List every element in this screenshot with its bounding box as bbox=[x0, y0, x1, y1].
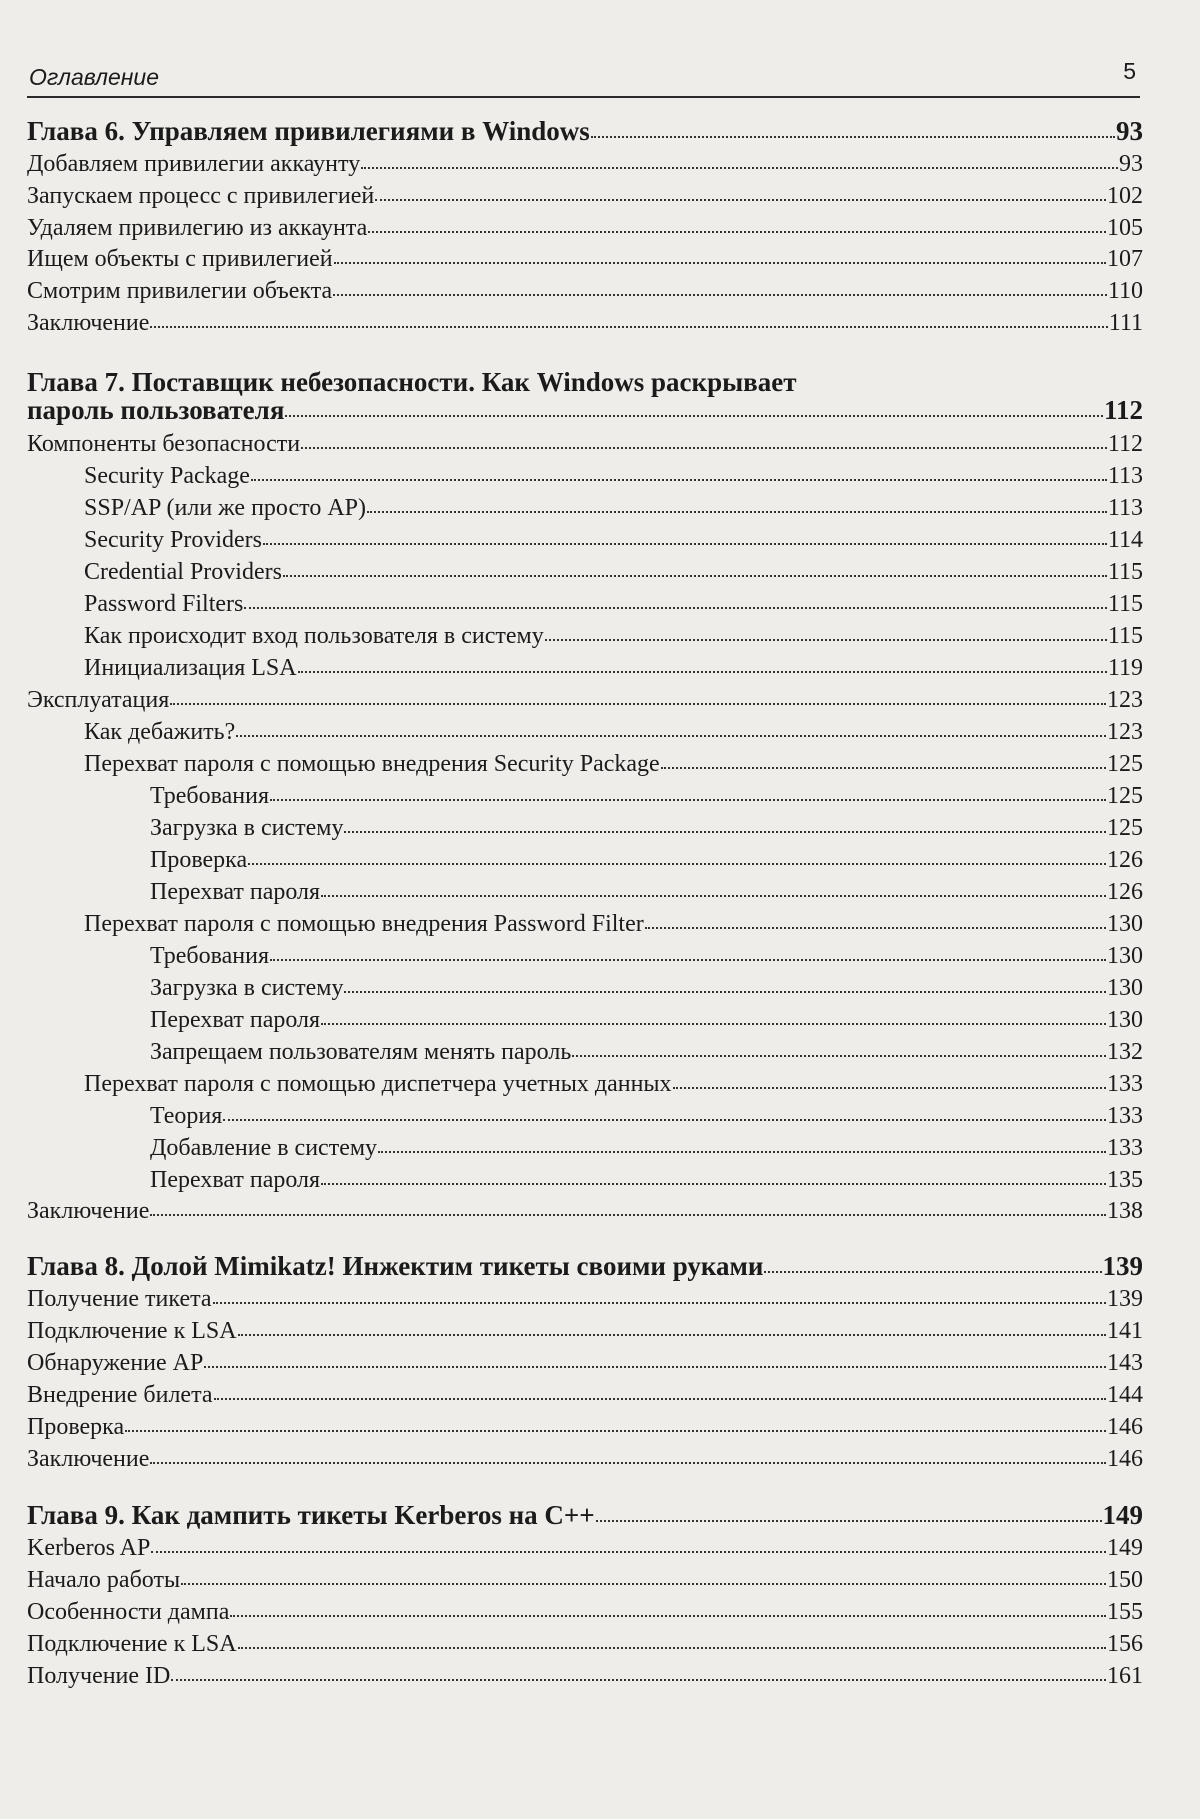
toc-entry-page: 93 bbox=[1116, 116, 1143, 146]
dot-leader bbox=[321, 895, 1106, 897]
toc-entry-page: 123 bbox=[1107, 719, 1143, 745]
toc-entry-title: Загрузка в систему bbox=[150, 975, 344, 1001]
toc-entry-page: 139 bbox=[1107, 1286, 1143, 1312]
toc-entry bbox=[150, 943, 1143, 970]
toc-entry bbox=[27, 278, 1143, 305]
toc-entry-page: 126 bbox=[1107, 879, 1143, 905]
dot-leader bbox=[301, 447, 1107, 449]
dot-leader bbox=[285, 415, 1103, 417]
toc-entry-page: 132 bbox=[1107, 1039, 1143, 1065]
toc-entry bbox=[84, 559, 1143, 586]
toc-entry-page: 161 bbox=[1107, 1663, 1143, 1689]
dot-leader bbox=[596, 1520, 1102, 1522]
toc-entry-title: Security Providers bbox=[84, 527, 262, 553]
toc-entry-page: 102 bbox=[1107, 183, 1143, 209]
toc-entry-title: SSP/AP (или же просто AP) bbox=[84, 495, 367, 521]
toc-entry-page: 135 bbox=[1107, 1167, 1143, 1193]
dot-leader bbox=[150, 1214, 1106, 1216]
toc-entry-title: Security Package bbox=[84, 463, 250, 489]
toc-chapter-entry bbox=[27, 116, 1143, 147]
toc-entry-page: 133 bbox=[1107, 1103, 1143, 1129]
dot-leader bbox=[181, 1583, 1106, 1585]
toc-entry-title: Требования bbox=[150, 943, 270, 969]
toc-entry-title: Перехват пароля с помощью внедрения Password Filter bbox=[84, 911, 644, 937]
dot-leader bbox=[673, 1087, 1106, 1089]
dot-leader bbox=[375, 199, 1106, 201]
toc-entry-title: Подключение к LSA bbox=[27, 1631, 237, 1657]
toc-entry bbox=[27, 687, 1143, 714]
toc-entry bbox=[84, 719, 1143, 746]
dot-leader bbox=[170, 703, 1106, 705]
toc-entry-page: 113 bbox=[1107, 463, 1143, 489]
toc-entry bbox=[84, 751, 1143, 778]
toc-entry-page: 146 bbox=[1107, 1446, 1143, 1472]
toc-entry bbox=[27, 1382, 1143, 1409]
toc-entry-title: Внедрение билета bbox=[27, 1382, 213, 1408]
toc-entry bbox=[150, 975, 1143, 1002]
toc-entry-page: 112 bbox=[1103, 395, 1143, 425]
toc-entry bbox=[27, 1631, 1143, 1658]
toc-entry-title: Глава 9. Как дампить тикеты Kerberos на С++ bbox=[27, 1500, 595, 1530]
dot-leader bbox=[270, 799, 1106, 801]
toc-entry-page: 114 bbox=[1107, 527, 1143, 553]
toc-entry bbox=[84, 655, 1143, 682]
toc-entry-title: Глава 6. Управляем привилегиями в Windows bbox=[27, 116, 590, 146]
toc-entry bbox=[27, 1535, 1143, 1562]
toc-entry-page: 115 bbox=[1107, 559, 1143, 585]
toc-chapter-entry bbox=[27, 1500, 1143, 1531]
dot-leader bbox=[344, 831, 1106, 833]
toc-entry-title: Запускаем процесс с привилегией bbox=[27, 183, 375, 209]
toc-entry-title: Теория bbox=[150, 1103, 223, 1129]
dot-leader bbox=[150, 326, 1107, 328]
dot-leader bbox=[321, 1183, 1106, 1185]
toc-entry-page: 139 bbox=[1102, 1251, 1143, 1281]
dot-leader bbox=[244, 607, 1107, 609]
dot-leader bbox=[368, 231, 1106, 233]
dot-leader bbox=[334, 262, 1106, 264]
toc-entry-title: Ищем объекты с привилегией bbox=[27, 246, 333, 272]
toc-entry-title: Загрузка в систему bbox=[150, 815, 344, 841]
toc-entry-title: Обнаружение AP bbox=[27, 1350, 204, 1376]
toc-entry bbox=[27, 215, 1143, 242]
toc-chapter-entry bbox=[27, 395, 1143, 426]
toc-entry-page: 107 bbox=[1107, 246, 1143, 272]
toc-entry-page: 125 bbox=[1107, 751, 1143, 777]
toc-entry-title: Заключение bbox=[27, 1446, 150, 1472]
toc-entry-page: 123 bbox=[1107, 687, 1143, 713]
toc-entry-title: Требования bbox=[150, 783, 270, 809]
dot-leader bbox=[248, 863, 1106, 865]
dot-leader bbox=[238, 1334, 1106, 1336]
dot-leader bbox=[230, 1615, 1106, 1617]
toc-entry-title: Проверка bbox=[27, 1414, 125, 1440]
dot-leader bbox=[150, 1462, 1106, 1464]
dot-leader bbox=[236, 735, 1106, 737]
dot-leader bbox=[214, 1398, 1106, 1400]
toc-entry-title: Удаляем привилегию из аккаунта bbox=[27, 215, 368, 241]
running-title: Оглавление bbox=[29, 64, 159, 90]
dot-leader bbox=[204, 1366, 1106, 1368]
toc-entry bbox=[150, 1039, 1143, 1066]
toc-entry-title: Заключение bbox=[27, 310, 150, 336]
toc-entry-title: Получение ID bbox=[27, 1663, 171, 1689]
toc-entry-page: 93 bbox=[1119, 151, 1143, 177]
toc-entry-page: 126 bbox=[1107, 847, 1143, 873]
toc-entry-page: 125 bbox=[1107, 815, 1143, 841]
toc-entry bbox=[27, 1663, 1143, 1690]
dot-leader bbox=[367, 511, 1107, 513]
dot-leader bbox=[238, 1647, 1106, 1649]
toc-entry bbox=[27, 1198, 1143, 1225]
dot-leader bbox=[572, 1055, 1106, 1057]
dot-leader bbox=[283, 575, 1107, 577]
toc-entry-page: 138 bbox=[1107, 1198, 1143, 1224]
toc-entry-title: Инициализация LSA bbox=[84, 655, 297, 681]
toc-entry-title: Перехват пароля bbox=[150, 1167, 321, 1193]
dot-leader bbox=[591, 136, 1115, 138]
dot-leader bbox=[298, 671, 1107, 673]
dot-leader bbox=[151, 1551, 1106, 1553]
dot-leader bbox=[125, 1430, 1106, 1432]
dot-leader bbox=[333, 294, 1107, 296]
toc-entry-title: Глава 8. Долой Mimikatz! Инжектим тикеты своими руками bbox=[27, 1251, 764, 1281]
toc-entry-page: 105 bbox=[1107, 215, 1143, 241]
dot-leader bbox=[251, 479, 1107, 481]
toc-entry bbox=[27, 1446, 1143, 1473]
dot-leader bbox=[223, 1119, 1106, 1121]
dot-leader bbox=[645, 927, 1106, 929]
toc-entry-title: Проверка bbox=[150, 847, 248, 873]
toc-entry-page: 133 bbox=[1107, 1135, 1143, 1161]
toc-entry bbox=[27, 1599, 1143, 1626]
toc-entry-title: Добавление в систему bbox=[150, 1135, 378, 1161]
toc-entry-page: 125 bbox=[1107, 783, 1143, 809]
toc-entry-page: 113 bbox=[1107, 495, 1143, 521]
dot-leader bbox=[321, 1023, 1106, 1025]
toc-entry-page: 112 bbox=[1107, 431, 1143, 457]
toc-entry-title: Как происходит вход пользователя в систему bbox=[84, 623, 544, 649]
toc-entry bbox=[27, 1286, 1143, 1313]
dot-leader bbox=[263, 543, 1107, 545]
toc-entry-page: 150 bbox=[1107, 1567, 1143, 1593]
toc-entry-title: Как дебажить? bbox=[84, 719, 236, 745]
toc-entry-page: 149 bbox=[1107, 1535, 1143, 1561]
toc-entry bbox=[150, 1103, 1143, 1130]
toc-entry bbox=[27, 183, 1143, 210]
toc-entry bbox=[150, 783, 1143, 810]
toc-entry bbox=[27, 431, 1143, 458]
toc-entry-page: 130 bbox=[1107, 943, 1143, 969]
toc-entry-title: Credential Providers bbox=[84, 559, 282, 585]
toc-entry-title: Password Filters bbox=[84, 591, 244, 617]
toc-entry-title: Перехват пароля с помощью внедрения Security Package bbox=[84, 751, 660, 777]
toc-entry-title: Смотрим привилегии объекта bbox=[27, 278, 333, 304]
toc-entry-title: Компоненты безопасности bbox=[27, 431, 301, 457]
toc-entry-page: 115 bbox=[1107, 623, 1143, 649]
dot-leader bbox=[270, 959, 1106, 961]
toc-entry bbox=[27, 246, 1143, 273]
toc-entry bbox=[150, 847, 1143, 874]
toc-entry bbox=[84, 1071, 1143, 1098]
toc-entry bbox=[150, 1135, 1143, 1162]
toc-entry-page: 130 bbox=[1107, 911, 1143, 937]
toc-entry-title: Заключение bbox=[27, 1198, 150, 1224]
toc-entry-title: Kerberos AP bbox=[27, 1535, 151, 1561]
toc-entry-title: Перехват пароля с помощью диспетчера учетных данных bbox=[84, 1071, 672, 1097]
toc-entry-page: 130 bbox=[1107, 1007, 1143, 1033]
toc-entry bbox=[84, 495, 1143, 522]
toc-entry bbox=[84, 623, 1143, 650]
page-number: 5 bbox=[1123, 58, 1136, 84]
toc-entry bbox=[150, 879, 1143, 906]
toc-entry-page: 156 bbox=[1107, 1631, 1143, 1657]
toc-entry-page: 111 bbox=[1108, 310, 1143, 336]
dot-leader bbox=[171, 1679, 1106, 1681]
toc-entry bbox=[27, 310, 1143, 337]
toc-entry-page: 149 bbox=[1102, 1500, 1143, 1530]
toc-entry bbox=[27, 151, 1143, 178]
toc-entry bbox=[84, 591, 1143, 618]
dot-leader bbox=[661, 767, 1106, 769]
dot-leader bbox=[545, 639, 1107, 641]
toc-entry-page: 130 bbox=[1107, 975, 1143, 1001]
toc-chapter-entry bbox=[27, 1251, 1143, 1282]
toc-entry-title: Запрещаем пользователям менять пароль bbox=[150, 1039, 572, 1065]
toc-entry-page: 115 bbox=[1107, 591, 1143, 617]
toc-entry-title: Особенности дампа bbox=[27, 1599, 230, 1625]
toc-entry-title: Начало работы bbox=[27, 1567, 181, 1593]
toc-entry bbox=[84, 911, 1143, 938]
toc-entry bbox=[27, 1414, 1143, 1441]
dot-leader bbox=[213, 1302, 1106, 1304]
dot-leader bbox=[344, 991, 1106, 993]
toc-entry bbox=[27, 1350, 1143, 1377]
toc-entry-title: Перехват пароля bbox=[150, 1007, 321, 1033]
toc-entry-page: 141 bbox=[1107, 1318, 1143, 1344]
toc-entry bbox=[84, 527, 1143, 554]
toc-entry-title: Эксплуатация bbox=[27, 687, 170, 713]
toc-entry-page: 119 bbox=[1107, 655, 1143, 681]
toc-entry bbox=[150, 1007, 1143, 1034]
toc-entry bbox=[150, 1167, 1143, 1194]
toc-entry-title: Получение тикета bbox=[27, 1286, 212, 1312]
dot-leader bbox=[378, 1151, 1106, 1153]
toc-entry-page: 110 bbox=[1107, 278, 1143, 304]
toc-entry-title: Перехват пароля bbox=[150, 879, 321, 905]
toc-entry bbox=[27, 1567, 1143, 1594]
toc-entry-title: Добавляем привилегии аккаунту bbox=[27, 151, 361, 177]
toc-entry-page: 144 bbox=[1107, 1382, 1143, 1408]
chapter-title-line: Глава 7. Поставщик небезопасности. Как Windows раскрывает bbox=[27, 367, 797, 397]
toc-entry bbox=[150, 815, 1143, 842]
toc-entry-page: 155 bbox=[1107, 1599, 1143, 1625]
dot-leader bbox=[361, 167, 1118, 169]
toc-entry-page: 143 bbox=[1107, 1350, 1143, 1376]
toc-entry-page: 133 bbox=[1107, 1071, 1143, 1097]
toc-entry-page: 146 bbox=[1107, 1414, 1143, 1440]
toc-entry bbox=[27, 1318, 1143, 1345]
toc-entry-title: Подключение к LSA bbox=[27, 1318, 237, 1344]
toc-entry bbox=[84, 463, 1143, 490]
toc-entry-title: пароль пользователя bbox=[27, 395, 285, 425]
dot-leader bbox=[764, 1271, 1101, 1273]
